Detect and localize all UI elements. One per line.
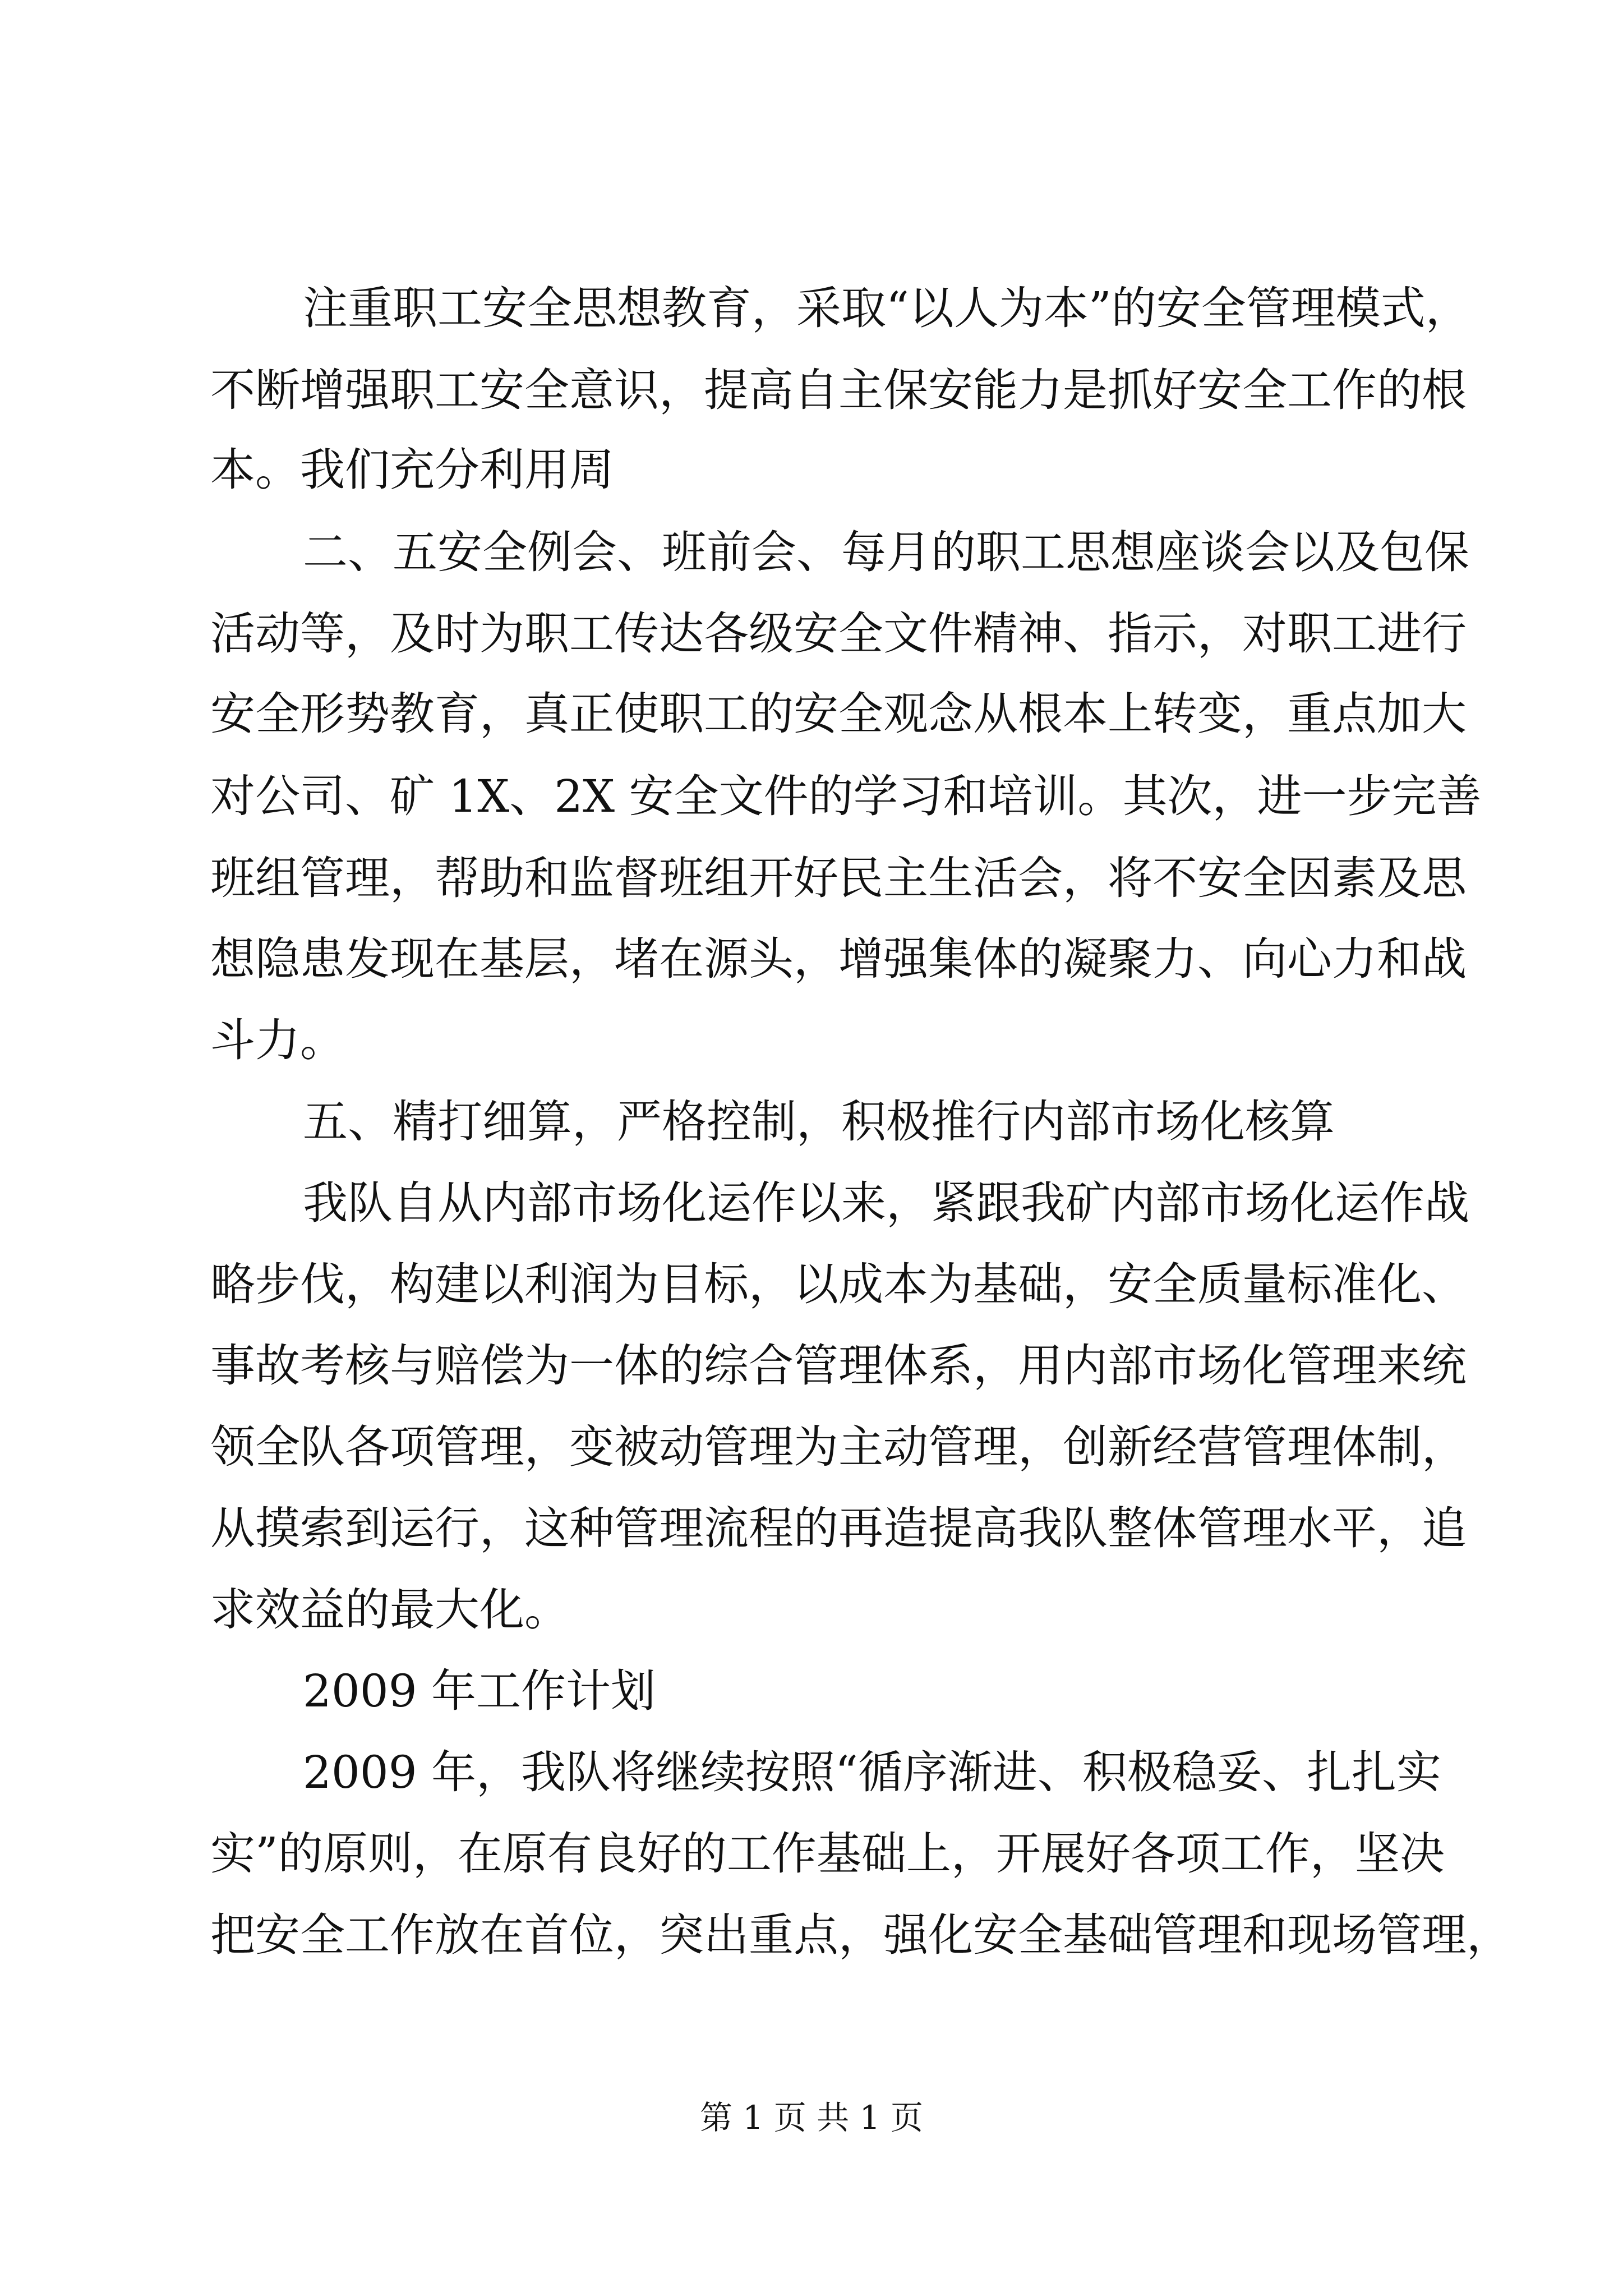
text-line: 实”的原则，在原有良好的工作基础上，开展好各项工作，坚决 xyxy=(210,1828,1445,1880)
text-line: 2009 年，我队将继续按照“循序渐进、积极稳妥、扎扎实 xyxy=(303,1746,1441,1798)
text-line: 事故考核与赔偿为一体的综合管理体系，用内部市场化管理来统 xyxy=(210,1340,1467,1392)
text-line: 班组管理，帮助和监督班组开好民主生活会，将不安全因素及思 xyxy=(210,852,1467,904)
text-line: 注重职工安全思想教育，采取“以人为本”的安全管理模式， xyxy=(303,282,1470,334)
text-line: 领全队各项管理，变被动管理为主动管理，创新经营管理体制， xyxy=(210,1421,1467,1473)
text-line: 活动等，及时为职工传达各级安全文件精神、指示，对职工进行 xyxy=(210,608,1467,660)
text-line: 不断增强职工安全意识，提高自主保安能力是抓好安全工作的根 xyxy=(210,364,1467,416)
text-line: 斗力。 xyxy=(210,1014,345,1066)
text-line: 本。我们充分利用周 xyxy=(210,444,614,496)
text-line: 安全形势教育，真正使职工的安全观念从根本上转变，重点加大 xyxy=(210,688,1467,740)
text-line: 二、五安全例会、班前会、每月的职工思想座谈会以及包保 xyxy=(303,526,1469,578)
section-heading: 2009 年工作计划 xyxy=(303,1665,656,1717)
text-line: 略步伐，构建以利润为目标，以成本为基础，安全质量标准化、 xyxy=(210,1258,1467,1310)
text-line: 我队自从内部市场化运作以来，紧跟我矿内部市场化运作战 xyxy=(303,1177,1469,1229)
text-line: 对公司、矿 1X、2X 安全文件的学习和培训。其次，进一步完善 xyxy=(210,770,1482,822)
text-line: 想隐患发现在基层，堵在源头，增强集体的凝聚力、向心力和战 xyxy=(210,933,1467,985)
page-footer: 第 1 页 共 1 页 xyxy=(700,2099,923,2137)
text-line: 从摸索到运行，这种管理流程的再造提高我队整体管理水平，追 xyxy=(210,1502,1467,1554)
section-heading: 五、精打细算，严格控制，积极推行内部市场化核算 xyxy=(303,1096,1335,1148)
text-line: 求效益的最大化。 xyxy=(210,1584,569,1636)
text-line: 把安全工作放在首位，突出重点，强化安全基础管理和现场管理， xyxy=(210,1909,1511,1961)
